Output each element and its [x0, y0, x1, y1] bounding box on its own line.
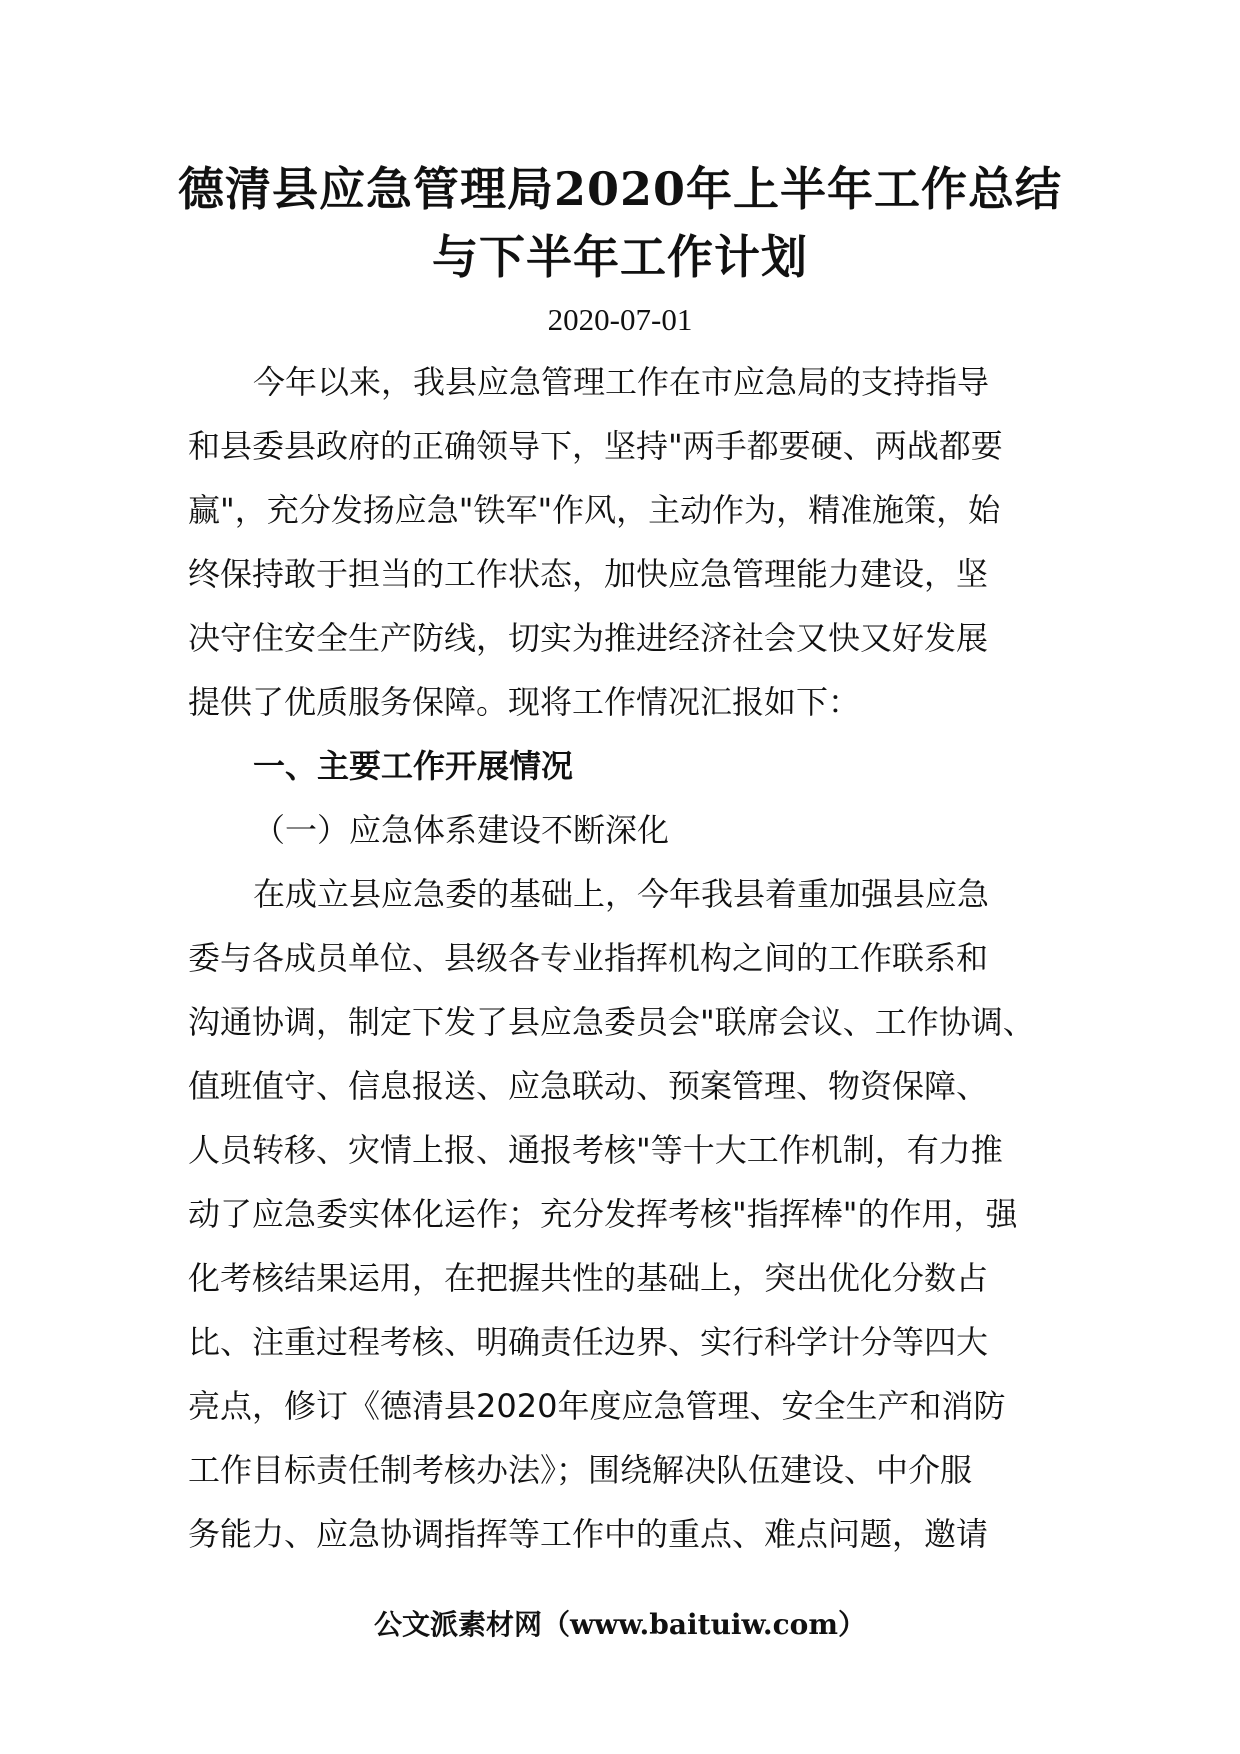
body-line: 人员转移、灾情上报、通报考核"等十大工作机制，有力推	[188, 1131, 1003, 1169]
body-line: 和县委县政府的正确领导下，坚持"两手都要硬、两战都要	[188, 427, 1003, 465]
body-line: 在成立县应急委的基础上，今年我县着重加强县应急	[253, 875, 990, 913]
document-date: 2020-07-01	[547, 302, 693, 337]
body-line: 动了应急委实体化运作；充分发挥考核"指挥棒"的作用，强	[188, 1195, 1018, 1233]
body-line: 赢"，充分发扬应急"铁军"作风，主动作为，精准施策，始	[188, 491, 1001, 529]
section-heading: 一、主要工作开展情况	[253, 747, 574, 785]
body-line: 值班值守、信息报送、应急联动、预案管理、物资保障、	[188, 1067, 989, 1105]
document-title-line-1: 德清县应急管理局2020年上半年工作总结	[177, 162, 1063, 216]
body-line: 比、注重过程考核、明确责任边界、实行科学计分等四大	[188, 1323, 989, 1361]
body-line: 委与各成员单位、县级各专业指挥机构之间的工作联系和	[188, 939, 989, 977]
body-line: 工作目标责任制考核办法》；围绕解决队伍建设、中介服	[188, 1451, 973, 1489]
body-line: 化考核结果运用，在把握共性的基础上，突出优化分数占	[188, 1259, 989, 1297]
body-line: 沟通协调，制定下发了县应急委员会"联席会议、工作协调、	[188, 1003, 1035, 1041]
body-line: 务能力、应急协调指挥等工作中的重点、难点问题，邀请	[188, 1515, 989, 1553]
footer-watermark: 公文派素材网（www.baituiw.com）	[374, 1608, 866, 1641]
body-line: 提供了优质服务保障。现将工作情况汇报如下：	[188, 683, 861, 721]
body-line: 今年以来，我县应急管理工作在市应急局的支持指导	[253, 363, 990, 401]
subsection-heading: （一）应急体系建设不断深化	[253, 811, 670, 849]
body-line: 终保持敢于担当的工作状态，加快应急管理能力建设，坚	[188, 555, 989, 593]
document-title-line-2: 与下半年工作计划	[432, 230, 808, 284]
body-line: 决守住安全生产防线，切实为推进经济社会又快又好发展	[188, 619, 989, 657]
body-line: 亮点，修订《德清县2020年度应急管理、安全生产和消防	[188, 1387, 1006, 1425]
